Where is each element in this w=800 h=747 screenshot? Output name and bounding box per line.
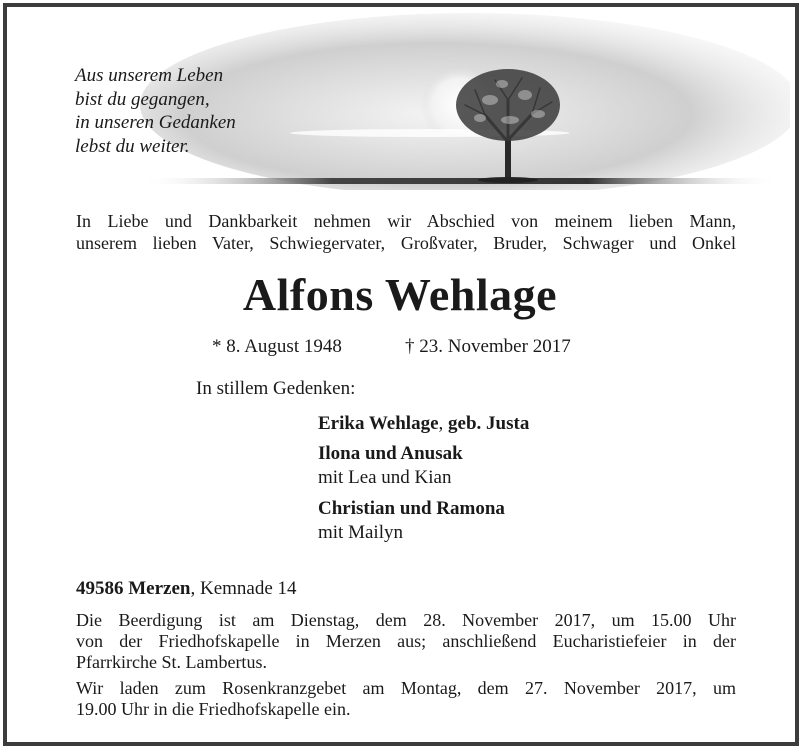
funeral-line: von der Friedhofskapelle in Merzen aus; anschließend Eucharistiefeier in der	[76, 631, 736, 651]
mourner-1	[318, 412, 529, 436]
address-city: 49586 Merzen	[76, 578, 191, 599]
death-date: † 23. November 2017	[405, 336, 571, 357]
mourner-separator: ,	[438, 413, 449, 434]
birth-date: * 8. August 1948	[212, 336, 342, 357]
intro-text	[76, 210, 736, 254]
rosary-info	[76, 678, 736, 720]
mourner-name: Ilona und Anusak	[318, 443, 463, 464]
memory-label: In stillem Gedenken:	[196, 378, 356, 399]
mourner-sub: mit Lea und Kian	[318, 467, 452, 488]
poem-line: bist du gegangen,	[75, 88, 210, 110]
mourner-name: Christian und Ramona	[318, 498, 505, 519]
poem-line: in unseren Gedanken	[75, 112, 236, 133]
funeral-line: Die Beerdigung ist am Dienstag, dem 28. November 2017, um 15.00 Uhr	[76, 610, 736, 630]
deceased-name: Alfons Wehlage	[242, 269, 558, 320]
rosary-line: 19.00 Uhr in die Friedhofskapelle ein.	[76, 699, 351, 719]
mourner-sub: mit Mailyn	[318, 522, 403, 543]
intro-line: In Liebe und Dankbarkeit nehmen wir Abschied von meinem lieben Mann,	[76, 211, 736, 231]
intro-line: unserem lieben Vater, Schwiegervater, Großvater, Bruder, Schwager und Onkel	[76, 233, 736, 253]
funeral-info	[76, 610, 736, 673]
address	[76, 578, 297, 600]
mourner-suffix: geb. Justa	[448, 413, 530, 434]
poem-line: lebst du weiter.	[75, 135, 190, 157]
mourner-3	[318, 497, 505, 545]
poem-line: Aus unserem Leben	[75, 65, 224, 86]
funeral-line: Pfarrkirche St. Lambertus.	[76, 652, 267, 672]
mourner-name: Erika Wehlage	[318, 413, 439, 434]
rosary-line: Wir laden zum Rosenkranzgebet am Montag, dem 27. November 2017, um	[76, 678, 736, 698]
poem	[75, 64, 236, 158]
address-street: , Kemnade 14	[190, 578, 297, 599]
mourner-2	[318, 442, 463, 490]
